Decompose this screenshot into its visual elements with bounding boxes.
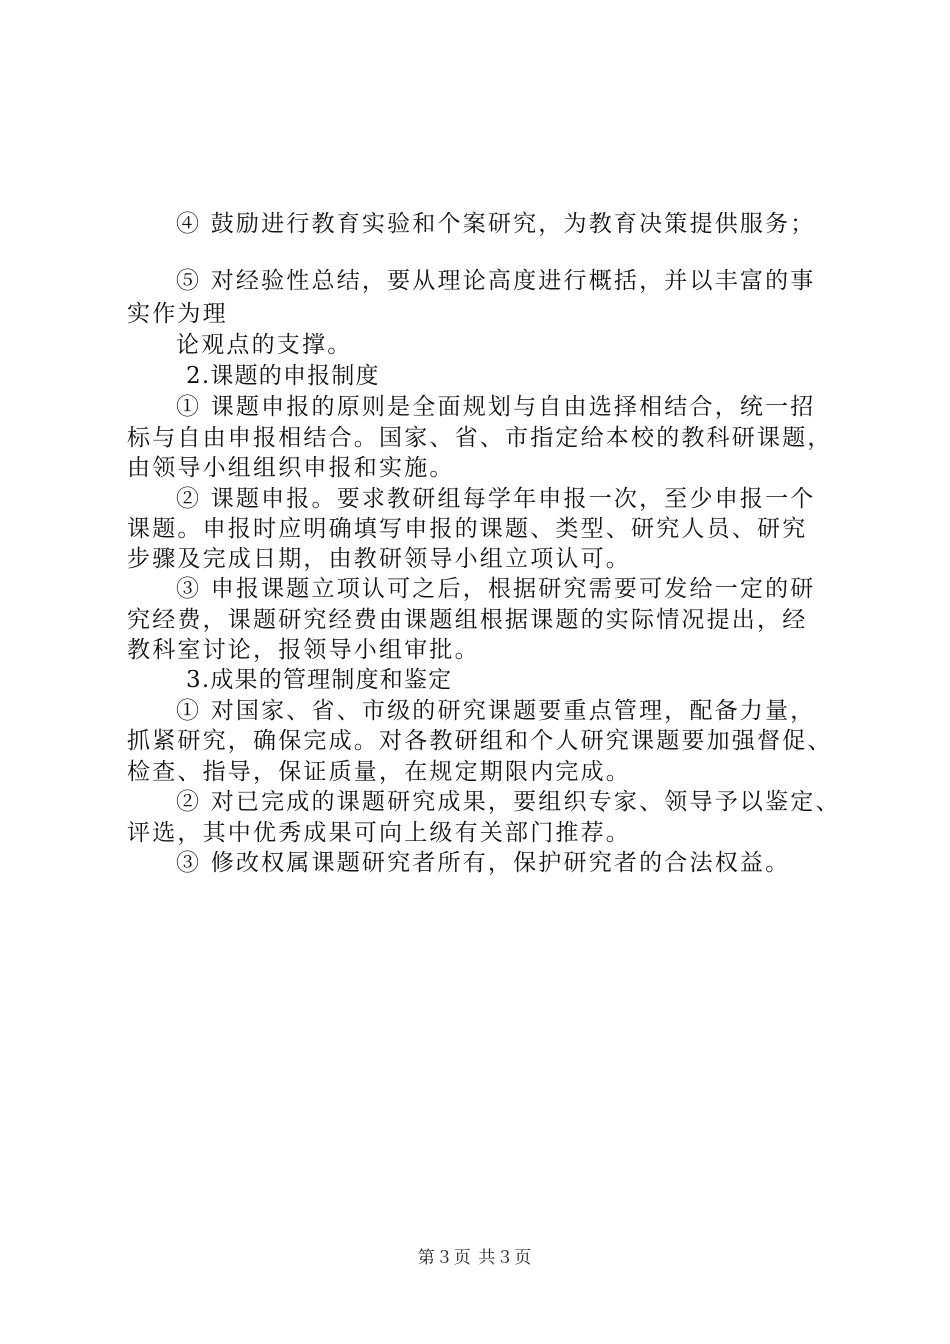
paragraph-line: 教科室讨论，报领导小组审批。 <box>127 637 480 663</box>
paragraph-line: ③ 申报课题立项认可之后，根据研究需要可发给一定的研 <box>176 576 816 602</box>
paragraph-line: 评选，其中优秀成果可向上级有关部门推荐。 <box>127 820 631 846</box>
paragraph-line: 究经费，课题研究经费由课题组根据课题的实际情况提出，经 <box>127 607 808 633</box>
paragraph-line: 抓紧研究，确保完成。对各教研组和个人研究课题要加强督促、 <box>127 728 833 754</box>
paragraph-line: 论观点的支撑。 <box>176 332 353 358</box>
paragraph-line: 由领导小组组织申报和实施。 <box>127 455 455 481</box>
paragraph-line: 标与自由申报相结合。国家、省、市指定给本校的教科研课题， <box>127 425 833 451</box>
paragraph-line: ⑤ 对经验性总结，要从理论高度进行概括，并以丰富的事 <box>176 268 816 294</box>
section-heading: 2.课题的申报制度 <box>186 363 380 389</box>
paragraph-line: 实作为理 <box>127 301 228 327</box>
paragraph-line: ① 课题申报的原则是全面规划与自由选择相结合，统一招 <box>176 394 816 420</box>
page-number-footer: 第３页 共３页 <box>417 1248 533 1268</box>
section-heading: 3.成果的管理制度和鉴定 <box>186 667 453 693</box>
paragraph-line: ② 课题申报。要求教研组每学年申报一次，至少申报一个 <box>176 486 816 512</box>
paragraph-line: 步骤及完成日期，由教研领导小组立项认可。 <box>127 546 631 572</box>
paragraph-line: ① 对国家、省、市级的研究课题要重点管理，配备力量， <box>176 698 816 724</box>
paragraph-line: 检查、指导，保证质量，在规定期限内完成。 <box>127 759 631 785</box>
paragraph-line: ② 对已完成的课题研究成果，要组织专家、领导予以鉴定、 <box>176 789 841 815</box>
paragraph-line: ③ 修改权属课题研究者所有，保护研究者的合法权益。 <box>176 850 791 876</box>
paragraph-line: ④ 鼓励进行教育实验和个案研究，为教育决策提供服务； <box>176 211 816 237</box>
paragraph-line: 课题。申报时应明确填写申报的课题、类型、研究人员、研究 <box>127 516 808 542</box>
